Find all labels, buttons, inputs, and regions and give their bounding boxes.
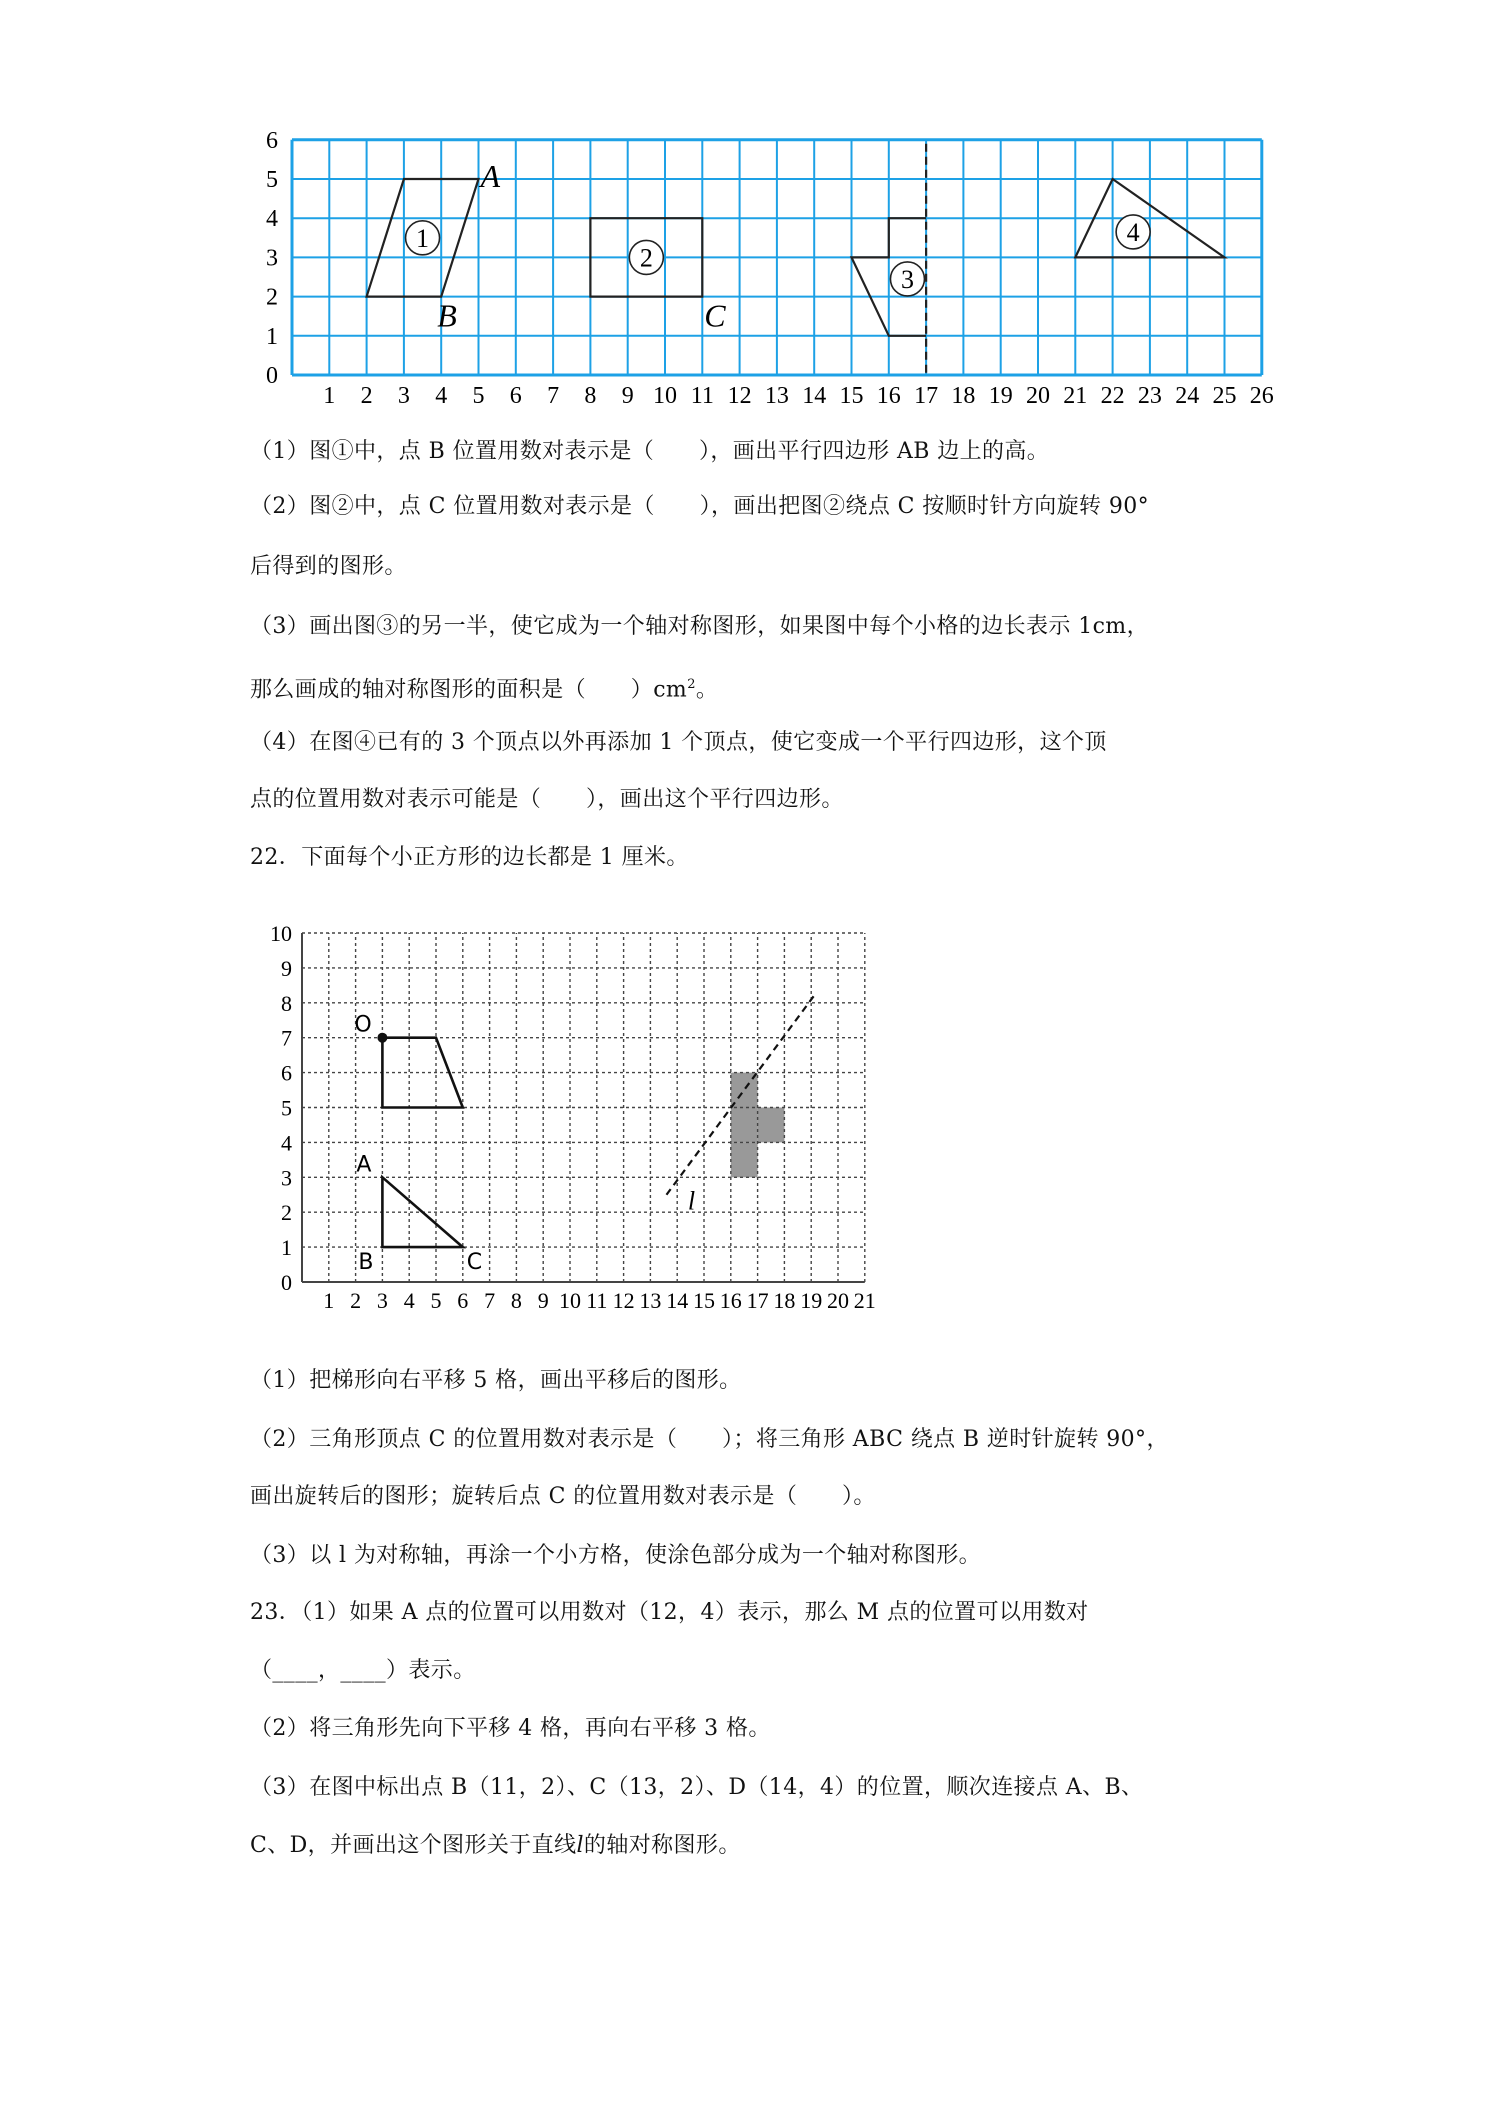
line-label-l: l xyxy=(687,1186,696,1216)
x-tick-label: 12 xyxy=(612,1288,635,1313)
point-O-dot xyxy=(377,1033,387,1043)
question-21-2: （2）图②中，点 C 位置用数对表示是（ ），画出把图②绕点 C 按顺时针方向旋转 90° xyxy=(250,494,1150,519)
x-tick-label: 23 xyxy=(1137,383,1162,409)
y-tick-label: 6 xyxy=(266,127,278,154)
y-tick-label: 1 xyxy=(281,1235,292,1261)
x-tick-label: 7 xyxy=(547,383,560,409)
shaded-cell xyxy=(731,1142,758,1177)
x-tick-label: 1 xyxy=(323,1288,335,1313)
shaded-cell xyxy=(758,1108,785,1143)
coordinate-grid-figure-1 xyxy=(262,120,1282,420)
last-line-text: C、D，并画出这个图形关于直线 xyxy=(250,1833,577,1858)
x-tick-label: 5 xyxy=(472,383,485,409)
x-tick-label: 15 xyxy=(839,383,864,409)
x-tick-label: 12 xyxy=(727,383,752,409)
y-tick-label: 9 xyxy=(281,955,292,981)
y-tick-label: 10 xyxy=(270,921,292,946)
area-line-end: 。 xyxy=(695,677,719,703)
question-21-1: （1）图①中，点 B 位置用数对表示是（ ），画出平行四边形 AB 边上的高。 xyxy=(250,439,1050,464)
x-tick-label: 8 xyxy=(510,1288,522,1313)
x-tick-label: 4 xyxy=(435,383,448,409)
point-label-C: C xyxy=(466,1250,483,1276)
y-tick-label: 7 xyxy=(281,1025,292,1051)
y-tick-label: 0 xyxy=(281,1270,292,1295)
x-tick-label: 25 xyxy=(1212,383,1237,409)
x-tick-label: 14 xyxy=(666,1288,689,1313)
point-label-C: C xyxy=(704,297,726,334)
question-21-2-cont: 后得到的图形。 xyxy=(250,554,407,579)
x-tick-label: 7 xyxy=(484,1288,496,1313)
question-22-1: （1）把梯形向右平移 5 格，画出平移后的图形。 xyxy=(250,1368,742,1393)
point-label-A: A xyxy=(480,158,501,194)
coordinate-grid-figure-2 xyxy=(262,910,1062,1320)
question-21-3-cont xyxy=(250,670,718,705)
line-l-symbol: l xyxy=(576,1833,584,1858)
x-tick-label: 6 xyxy=(509,383,522,409)
x-tick-label: 18 xyxy=(951,383,976,409)
x-tick-label: 16 xyxy=(876,383,901,409)
question-23-2: （2）将三角形先向下平移 4 格，再向右平移 3 格。 xyxy=(250,1716,771,1741)
last-line-end: 的轴对称图形。 xyxy=(583,1833,741,1858)
question-22-heading: 22．下面每个小正方形的边长都是 1 厘米。 xyxy=(250,845,689,870)
x-tick-label: 9 xyxy=(537,1288,549,1313)
question-22-3: （3）以 l 为对称轴，再涂一个小方格，使涂色部分成为一个轴对称图形。 xyxy=(250,1543,982,1568)
x-tick-label: 2 xyxy=(360,383,373,409)
x-tick-label: 16 xyxy=(719,1288,742,1313)
y-tick-label: 2 xyxy=(281,1200,292,1226)
shaded-cell xyxy=(731,1108,758,1143)
point-label-B: B xyxy=(358,1250,374,1276)
y-tick-label: 2 xyxy=(266,284,278,311)
y-tick-label: 4 xyxy=(281,1130,292,1156)
x-tick-label: 20 xyxy=(827,1288,849,1313)
point-label-A: A xyxy=(356,1152,372,1178)
x-tick-label: 18 xyxy=(773,1288,796,1313)
x-tick-label: 15 xyxy=(693,1288,715,1313)
question-21-4: （4）在图④已有的 3 个顶点以外再添加 1 个顶点，使它变成一个平行四边形，这个顶 xyxy=(250,730,1107,755)
x-tick-label: 21 xyxy=(1063,383,1088,409)
y-tick-label: 3 xyxy=(266,245,278,272)
point-label-B: B xyxy=(437,297,457,334)
y-tick-label: 5 xyxy=(281,1095,292,1121)
y-tick-label: 0 xyxy=(266,363,278,389)
area-unit-superscript: 2 xyxy=(687,677,696,692)
question-22-2: （2）三角形顶点 C 的位置用数对表示是（ ）；将三角形 ABC 绕点 B 逆时针旋转 90°， xyxy=(250,1427,1169,1452)
question-23-3-cont xyxy=(250,1831,741,1861)
question-23-1-cont: （____，____）表示。 xyxy=(250,1658,476,1683)
x-tick-label: 19 xyxy=(988,383,1013,409)
question-22-2-cont: 画出旋转后的图形；旋转后点 C 的位置用数对表示是（ ）。 xyxy=(250,1484,876,1509)
x-tick-label: 11 xyxy=(690,383,714,409)
x-tick-label: 3 xyxy=(397,383,410,409)
question-23-1: 23．（1）如果 A 点的位置可以用数对（12，4）表示，那么 M 点的位置可以用数对 xyxy=(250,1600,1089,1625)
x-tick-label: 10 xyxy=(559,1288,581,1313)
y-tick-label: 6 xyxy=(281,1060,292,1086)
x-tick-label: 13 xyxy=(639,1288,662,1313)
y-tick-label: 8 xyxy=(281,990,292,1016)
x-tick-label: 11 xyxy=(586,1288,608,1313)
shape-label-1-digit: 1 xyxy=(416,223,430,253)
x-tick-label: 10 xyxy=(653,383,677,409)
shape-label-3-digit: 3 xyxy=(900,264,914,294)
y-tick-label: 5 xyxy=(266,167,278,193)
x-tick-label: 17 xyxy=(746,1288,769,1313)
x-tick-label: 26 xyxy=(1249,383,1274,409)
x-tick-label: 24 xyxy=(1175,383,1200,409)
x-tick-label: 13 xyxy=(764,383,789,409)
x-tick-label: 6 xyxy=(457,1288,469,1313)
x-tick-label: 5 xyxy=(430,1288,442,1313)
y-tick-label: 3 xyxy=(281,1165,292,1191)
x-tick-label: 17 xyxy=(914,383,939,409)
shape-label-4-digit: 4 xyxy=(1126,217,1140,247)
point-label-O: O xyxy=(354,1012,372,1038)
x-tick-label: 1 xyxy=(323,383,336,409)
x-tick-label: 2 xyxy=(350,1288,362,1313)
x-tick-label: 22 xyxy=(1100,383,1125,409)
x-tick-label: 20 xyxy=(1026,383,1050,409)
x-tick-label: 21 xyxy=(853,1288,876,1313)
question-21-3: （3）画出图③的另一半，使它成为一个轴对称图形，如果图中每个小格的边长表示 1cm， xyxy=(250,614,1149,639)
x-tick-label: 8 xyxy=(584,383,597,409)
x-tick-label: 19 xyxy=(800,1288,823,1313)
y-tick-label: 1 xyxy=(266,323,278,350)
x-tick-label: 4 xyxy=(403,1288,415,1313)
x-tick-label: 14 xyxy=(802,383,827,409)
x-tick-label: 3 xyxy=(376,1288,388,1313)
shape-label-2-digit: 2 xyxy=(639,243,653,273)
question-23-3: （3）在图中标出点 B（11，2）、C（13，2）、D（14，4）的位置，顺次连接点 A、B、 xyxy=(250,1775,1144,1800)
x-tick-label: 9 xyxy=(621,383,634,409)
question-21-4-cont: 点的位置用数对表示可能是（ ），画出这个平行四边形。 xyxy=(250,787,844,812)
y-tick-label: 4 xyxy=(266,206,278,233)
area-line-text: 那么画成的轴对称图形的面积是（ ）cm xyxy=(250,677,688,703)
